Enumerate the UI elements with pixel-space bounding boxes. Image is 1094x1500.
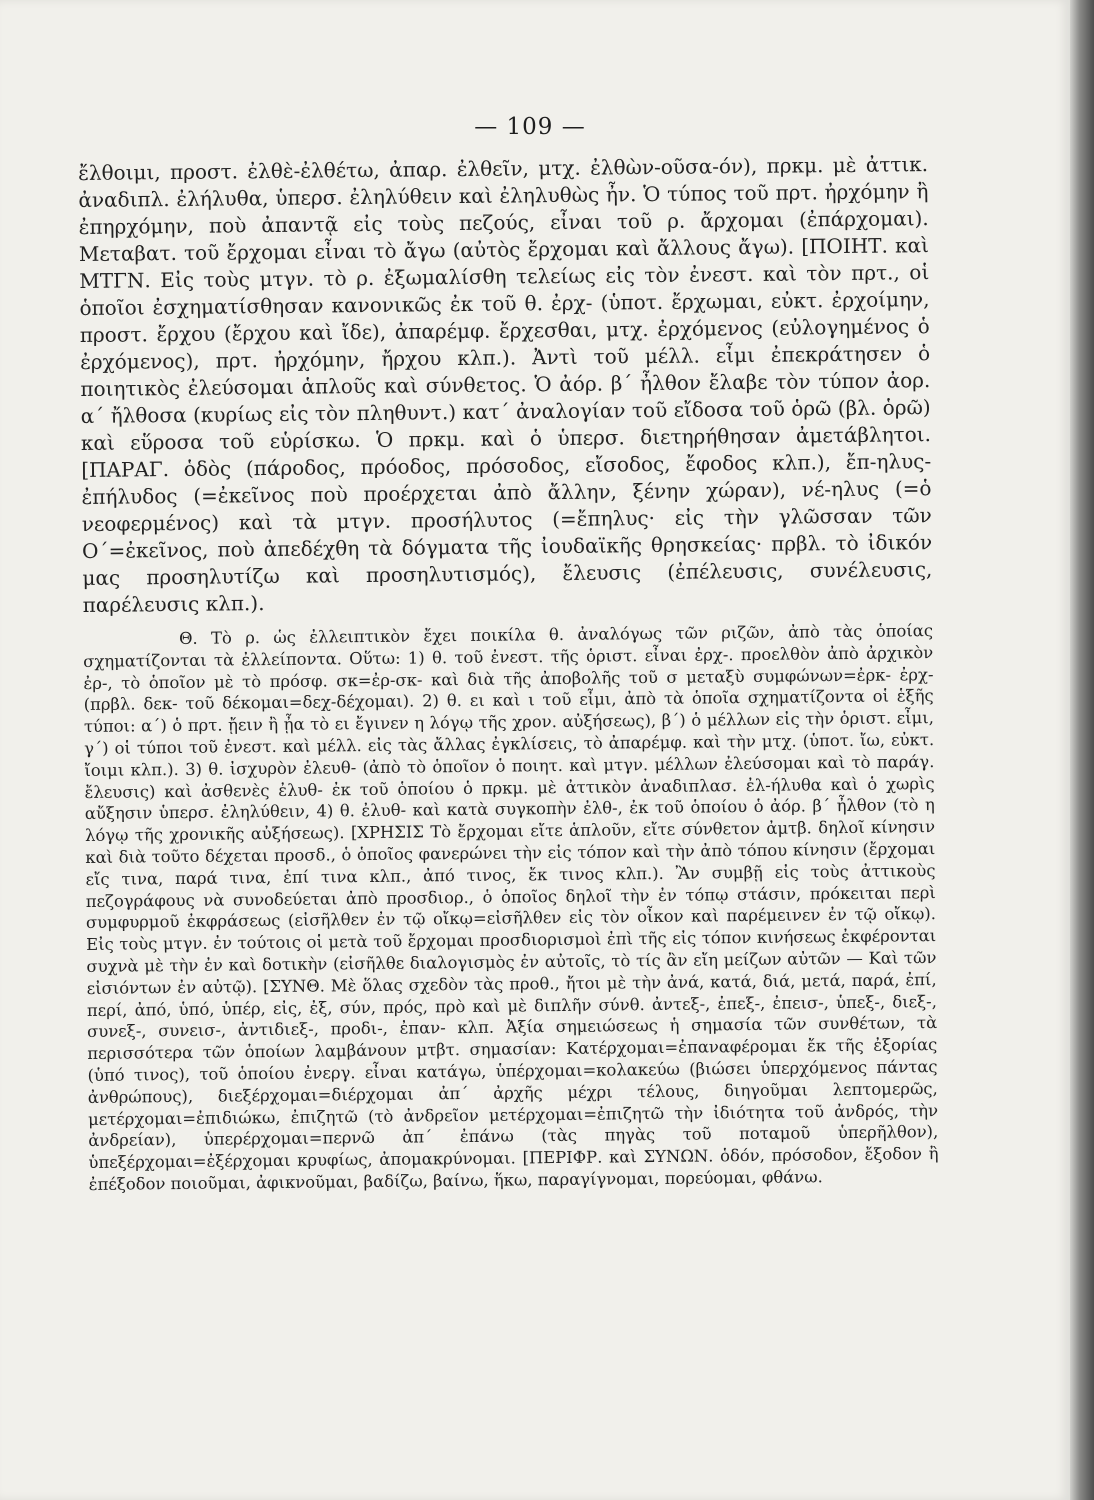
- page-body: [78, 151, 939, 1196]
- page-edge-shadow: [1070, 0, 1094, 1500]
- main-paragraph: ἔλθοιμι, προστ. ἐλθὲ-ἐλθέτω, ἀπαρ. ἐλθεῖν, μτχ. ἐλθὼν-οῦσα-όν), πρκμ. μὲ ἀττικ. ἀναδιπλ. ἐλήλυθα, ὑπερσ. ἐληλύθειν καὶ ἐληλυθὼς ἦν. Ὁ τύπος τοῦ πρτ. ἠρχόμην ἢ ἐπηρχόμην, ποὺ ἀπαντᾷ εἰς τοὺς πεζούς, εἶναι τοῦ ρ. ἄρχομαι (ἐπάρχομαι). Μεταβατ. τοῦ ἔρχομαι εἶναι τὸ ἄγω (αὐτὸς ἔρχομαι καὶ ἄλλους ἄγω). [ΠΟΙΗΤ. καὶ ΜΤΓΝ. Εἰς τοὺς μτγν. τὸ ρ. ἐξωμαλίσθη τελείως εἰς τὸν ἐνεστ. καὶ τὸν πρτ., οἱ ὁποῖοι ἐσχηματίσθησαν κανονικῶς ἐκ τοῦ θ. ἐρχ- (ὑποτ. ἔρχωμαι, εὐκτ. ἐρχοίμην, προστ. ἔρχου (ἔρχου καὶ ἴδε), ἀπαρέμφ. ἔρχεσθαι, μτχ. ἐρχόμενος (εὐλογημένος ὁ ἐρχόμενος), πρτ. ἠρχόμην, ἤρχου κλπ.). Ἀντὶ τοῦ μέλλ. εἶμι ἐπεκράτησεν ὁ ποιητικὸς ἐλεύσομαι ἁπλοῦς καὶ σύνθετος. Ὁ ἀόρ. β΄ ἦλθον ἔλαβε τὸν τύπον ἀορ. α΄ ἤλθοσα (κυρίως εἰς τὸν πληθυντ.) κατ΄ ἀναλογίαν τοῦ εἴδοσα τοῦ ὁρῶ (βλ. ὁρῶ) καὶ εὕροσα τοῦ εὑρίσκω. Ὁ πρκμ. καὶ ὁ ὑπερσ. διετηρήθησαν ἀμετάβλητοι. [ΠΑΡΑΓ. ὁδὸς (πάροδος, πρόοδος, πρόσοδος, εἴσοδος, ἔφοδος κλπ.), ἔπ-ηλυς-ἐπήλυδος (=ἐκεῖνος ποὺ προέρχεται ἀπὸ ἄλλην, ξένην χώραν), νέ-ηλυς (=ὁ νεοφερμένος) καὶ τὰ μτγν. προσήλυτος (=ἔπηλυς· εἰς τὴν γλῶσσαν τῶν Ο΄=ἐκεῖνος, ποὺ ἀπεδέχθη τὰ δόγματα τῆς ἰουδαϊκῆς θρησκείας· πρβλ. τὸ ἰδικόν μας προσηλυτίζω καὶ προσηλυτισμός), ἔλευσις (ἐπέλευσις, συνέλευσις, παρέλευσις κλπ.).: [78, 152, 933, 617]
- page-number: — 109 —: [474, 114, 586, 140]
- small-print-paragraph: Θ. Τὸ ρ. ὡς ἐλλειπτικὸν ἔχει ποικίλα θ. ἀναλόγως τῶν ριζῶν, ἀπὸ τὰς ὁποίας σχηματίζονται τὰ ἐλλείποντα. Οὕτω: 1) θ. τοῦ ἐνεστ. τῆς ὁριστ. εἶναι ἐρχ-. προελθὸν ἀπὸ ἀρχικὸν ἐρ-, τὸ ὁποῖον μὲ τὸ πρόσφ. σκ=ἐρ-σκ- καὶ διὰ τῆς ἀποβολῆς τοῦ σ μεταξὺ συμφώνων=ἐρκ- ἐρχ- (πρβλ. δεκ- τοῦ δέκομαι=δεχ-δέχομαι). 2) θ. ει καὶ ι τοῦ εἶμι, ἀπὸ τὰ ὁποῖα σχηματίζοντα οἱ ἑξῆς τύποι: α΄) ὁ πρτ. ᾔειν ἢ ᾖα τὸ ει ἔγινεν η λόγῳ τῆς χρον. αὐξήσεως), β΄) ὁ μέλλων εἰς τὴν ὁριστ. εἶμι, γ΄) οἱ τύποι τοῦ ἐνεστ. καὶ μέλλ. εἰς τὰς ἄλλας ἐγκλίσεις, τὸ ἀπαρέμφ. καὶ τὴν μτχ. (ὑποτ. ἴω, εὐκτ. ἴοιμι κλπ.). 3) θ. ἰσχυρὸν ἐλευθ- (ἀπὸ τὸ ὁποῖον ὁ ποιητ. καὶ μτγν. μέλλων ἐλεύσομαι καὶ τὸ παράγ. ἔλευσις) καὶ ἀσθενὲς ἐλυθ- ἐκ τοῦ ὁποίου ὁ πρκμ. μὲ ἀττικὸν ἀναδιπλασ. ἐλ-ήλυθα καὶ ὁ χωρὶς αὔξησιν ὑπερσ. ἐληλύθειν, 4) θ. ἐλυθ- καὶ κατὰ συγκοπὴν ἐλθ-, ἐκ τοῦ ὁποίου ὁ ἀόρ. β΄ ἦλθον (τὸ η λόγῳ τῆς χρονικῆς αὐξήσεως). [ΧΡΗΣΙΣ Τὸ ἔρχομαι εἴτε ἁπλοῦν, εἴτε σύνθετον ἀμτβ. δηλοῖ κίνησιν καὶ διὰ τοῦτο δέχεται προσδ., ὁ ὁποῖος φανερώνει τὴν εἰς τόπον καὶ τὴν ἀπὸ τόπου κίνησιν (ἔρχομαι εἴς τινα, παρά τινα, ἐπί τινα κλπ., ἀπό τινος, ἔκ τινος κλπ.). Ἂν συμβῇ εἰς τοὺς ἀττικοὺς πεζογράφους νὰ συνοδεύεται ἀπὸ προσδιορ., ὁ ὁποῖος δηλοῖ τὴν ἐν τόπῳ στάσιν, πρόκειται περὶ συμφυρμοῦ ἐκφράσεως (εἰσῆλθεν ἐν τῷ οἴκῳ=εἰσῆλθεν εἰς τὸν οἶκον καὶ παρέμεινεν ἐν τῷ οἴκῳ). Εἰς τοὺς μτγν. ἐν τούτοις οἱ μετὰ τοῦ ἔρχομαι προσδιορισμοὶ ἐπὶ τῆς εἰς τόπον κινήσεως ἐκφέρονται συχνὰ μὲ τὴν ἐν καὶ δοτικὴν (εἰσῆλθε διαλογισμὸς ἐν αὐτοῖς, τὸ τίς ἂν εἴη μείζων αὐτῶν — Καὶ τῶν εἰσιόντων ἐν αὐτῷ). [ΣΥΝΘ. Μὲ ὅλας σχεδὸν τὰς προθ., ἤτοι μὲ τὴν ἀνά, κατά, διά, μετά, παρά, ἐπί, περί, ἀπό, ὑπό, ὑπέρ, εἰς, ἐξ, σύν, πρός, πρὸ καὶ μὲ διπλῆν σύνθ. ἀντεξ-, ἐπεξ-, ἐπεισ-, ὑπεξ-, διεξ-, συνεξ-, συνεισ-, ἀντιδιεξ-, προδι-, ἐπαν- κλπ. Ἀξία σημειώσεως ἡ σημασία τῶν συνθέτων, τὰ περισσότερα τῶν ὁποίων λαμβάνουν μτβτ. σημασίαν: Κατέρχομαι=ἐπαναφέρομαι ἔκ τῆς ἐξορίας (ὑπό τινος), τοῦ ὁποίου ἐνεργ. εἶναι κατάγω, ὑπέρχομαι=κολακεύω (βιώσει ὑπερχόμενος πάντας ἀνθρώπους), διεξέρχομαι=διέρχομαι ἀπ΄ ἀρχῆς μέχρι τέλους, διηγοῦμαι λεπτομερῶς, μετέρχομαι=ἐπιδιώκω, ἐπιζητῶ (τὸ ἀνδρεῖον μετέρχομαι=ἐπιζητῶ τὴν ἰδιότητα τοῦ ἀνδρός, τὴν ἀνδρείαν), ὑπερέρχομαι=περνῶ ἀπ΄ ἐπάνω (τὰς πηγὰς τοῦ ποταμοῦ ὑπερῆλθον), ὑπεξέρχομαι=ἐξέρχομαι κρυφίως, ἀπομακρύνομαι. [ΠΕΡΙΦΡ. καὶ ΣΥΝΩΝ. ὁδόν, πρόσοδον, ἔξοδον ἢ ἐπέξοδον ποιοῦμαι, ἀφικνοῦμαι, βαδίζω, βαίνω, ἥκω, παραγίγνομαι, πορεύομαι, φθάνω.: [83, 621, 939, 1194]
